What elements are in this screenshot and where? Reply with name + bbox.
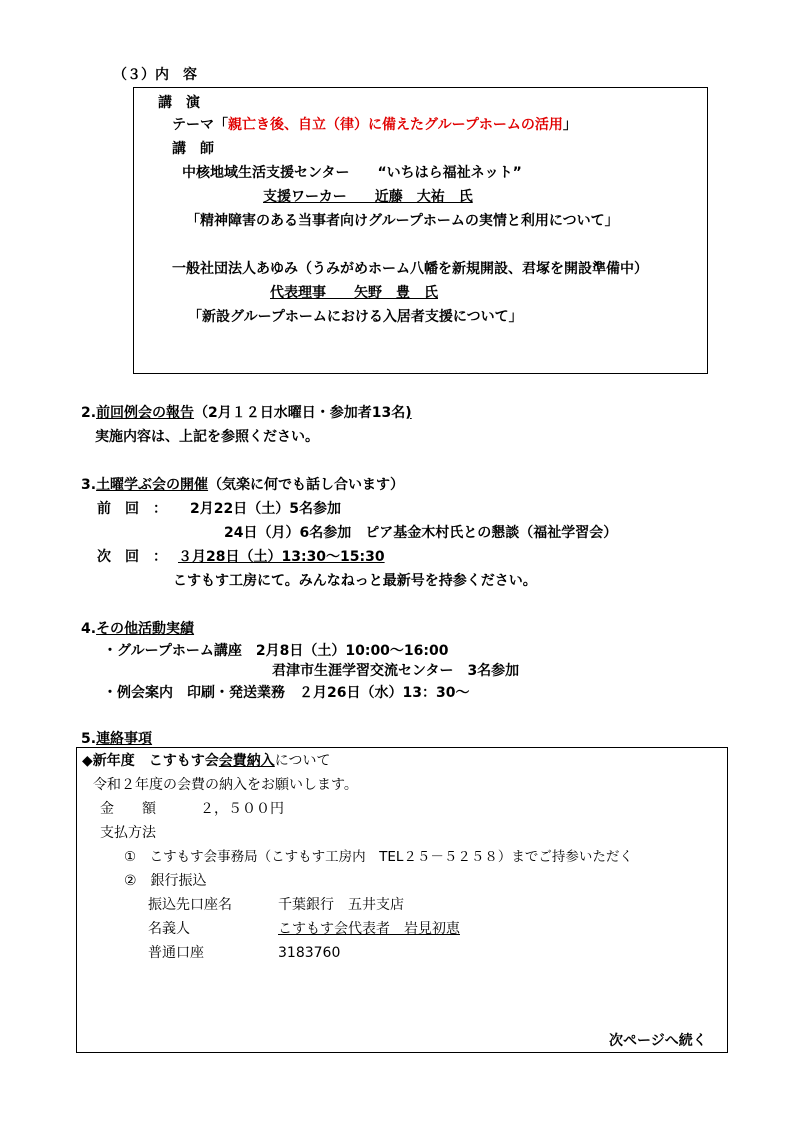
saturday-number: 3. xyxy=(81,477,97,493)
account-value: 3183760 xyxy=(278,945,341,961)
other-item1-line2: 君津市生涯学習交流センター 3名参加 xyxy=(272,663,520,679)
holder-label: 名義人 xyxy=(148,921,190,937)
report-title: 前回例会の報告 xyxy=(96,405,195,421)
report-detail: （2月１２日水曜日・参加者13名 xyxy=(194,405,406,421)
lecture-theme xyxy=(172,116,577,134)
payment-method-2: ② 銀行振込 xyxy=(124,873,207,889)
saturday-note: （気楽に何でも話し合います） xyxy=(208,477,405,493)
amount-value: ２，５００円 xyxy=(200,801,284,817)
theme-suffix: 」 xyxy=(562,117,577,133)
lecturer-label: 講 師 xyxy=(172,141,214,157)
prev-line2: 24日（月）6名参加 ピア基金木村氏との懇談（福祉学習会） xyxy=(224,525,618,541)
payment-method-1: ① こすもす会事務局（こすもす工房内 TEL２５－５２５８）までご持参いただく xyxy=(124,849,633,865)
speaker1-talk-title: 「精神障害のある当事者向けグループホームの実情と利用について」 xyxy=(186,213,619,229)
speaker1-role-name: 支援ワーカー 近藤 大祐 氏 xyxy=(263,189,473,205)
bank-value: 千葉銀行 五井支店 xyxy=(278,897,404,913)
theme-text: 親亡き後、自立（律）に備えたグループホームの活用 xyxy=(228,117,563,133)
continued-note: 次ページへ続く xyxy=(609,1033,707,1049)
next-label: 次 回 ： xyxy=(97,549,167,565)
next-date: ３月28日（土）13:30〜15:30 xyxy=(178,549,385,565)
report-heading xyxy=(81,404,412,422)
other-heading xyxy=(81,620,194,638)
account-label: 普通口座 xyxy=(148,945,204,961)
saturday-title: 土曜学ぶ会の開催 xyxy=(96,477,209,493)
speaker2-org: 一般社団法人あゆみ（うみがめホーム八幡を新規開設、君塚を開設準備中） xyxy=(172,261,648,277)
report-number: 2. xyxy=(81,405,97,421)
speaker1-org: 中核地域生活支援センター “いちはら福祉ネット” xyxy=(182,165,522,181)
fee-notice-suffix: について xyxy=(274,753,331,769)
contact-heading xyxy=(81,730,152,748)
lecture-label: 講 演 xyxy=(158,95,200,111)
contact-title: 連絡事項 xyxy=(96,731,153,747)
report-body: 実施内容は、上記を参照ください。 xyxy=(95,429,319,445)
other-item1-line1: ・グループホーム講座 2月8日（土）10:00〜16:00 xyxy=(103,643,449,659)
fee-notice-prefix: ◆新年度 こすもす会 xyxy=(82,753,219,769)
other-title: その他活動実績 xyxy=(96,621,195,637)
speaker2-talk-title: 「新設グループホームにおける入居者支援について」 xyxy=(188,309,523,325)
next-note: こすもす工房にて。みんなねっと最新号を持参ください。 xyxy=(173,573,537,589)
contact-number: 5. xyxy=(81,731,97,747)
fee-intro: 令和２年度の会費の納入をお願いします。 xyxy=(93,777,358,793)
speaker2-role-name: 代表理事 矢野 豊 氏 xyxy=(270,285,438,301)
other-number: 4. xyxy=(81,621,97,637)
bank-label: 振込先口座名 xyxy=(148,897,232,913)
payment-label: 支払方法 xyxy=(100,825,156,841)
saturday-heading xyxy=(81,476,404,494)
fee-notice xyxy=(82,752,331,770)
theme-prefix: テーマ「 xyxy=(172,117,228,133)
prev-line1: 2月22日（土）5名参加 xyxy=(190,501,341,517)
section3-heading: （３）内 容 xyxy=(113,67,197,83)
holder-value: こすもす会代表者 岩見初恵 xyxy=(278,921,460,937)
fee-notice-underlined: 会費納入 xyxy=(218,753,275,769)
amount-label: 金 額 xyxy=(100,801,156,817)
prev-label: 前 回 ： xyxy=(97,501,167,517)
report-close: ) xyxy=(405,405,412,421)
other-item2: ・例会案内 印刷・発送業務 ２月26日（水）13：30〜 xyxy=(103,685,470,701)
